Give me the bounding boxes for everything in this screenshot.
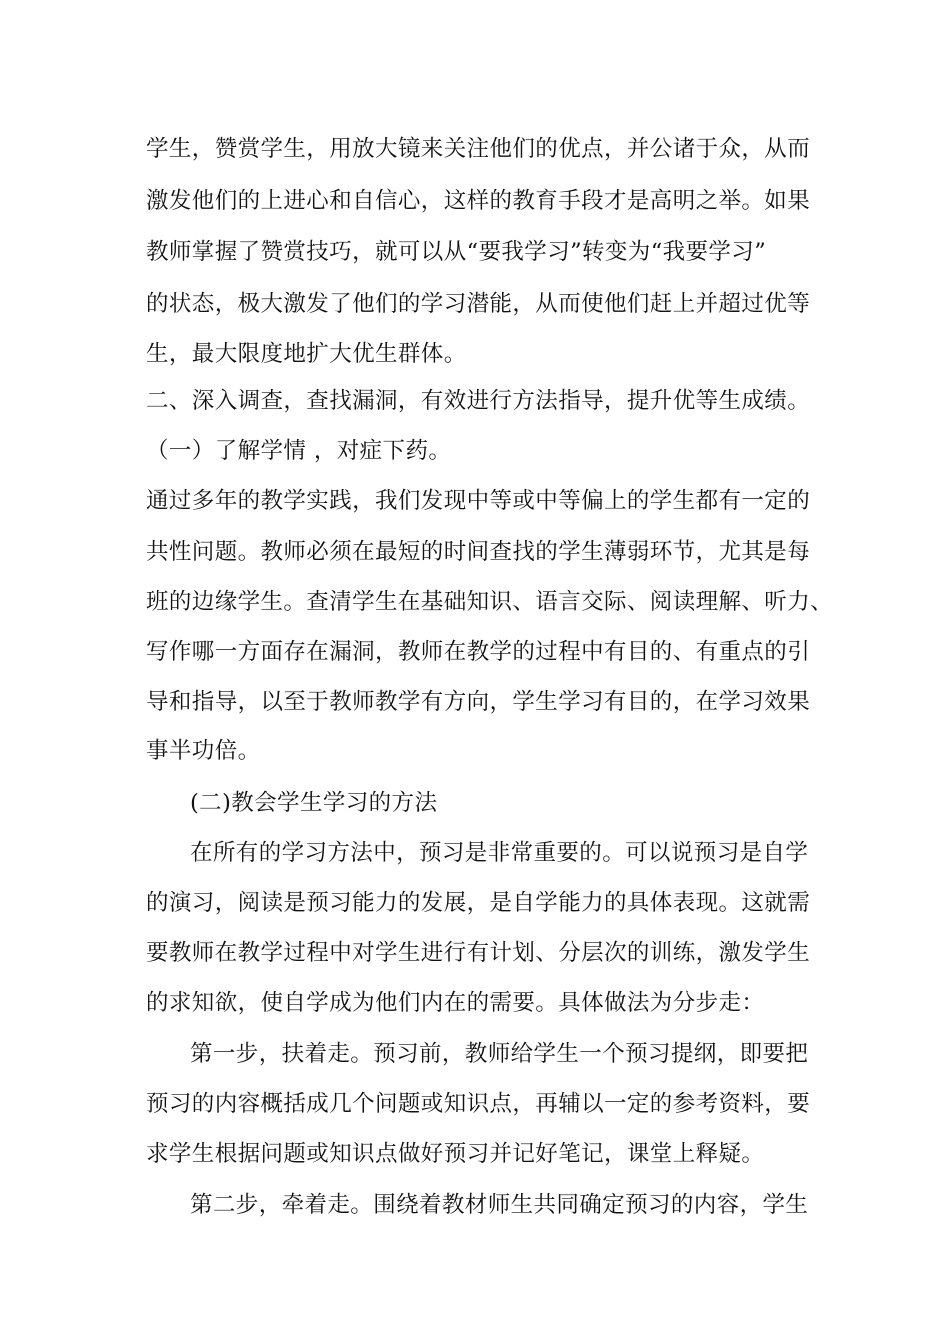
subsection-heading: （一）了解学情 ，对症下药。 (146, 438, 452, 464)
section-heading: 二、深入调查，查找漏洞，有效进行方法指导，提升优等生成绩。 (146, 388, 811, 414)
text-line: 的演习，阅读是预习能力的发展，是自学能力的具体表现。这就需 (146, 890, 811, 916)
text-line: 预习的内容概括成几个问题或知识点，再辅以一定的参考资料，要 (146, 1091, 811, 1117)
text-line: 求学生根据问题或知识点做好预习并记好笔记，课堂上释疑。 (146, 1141, 765, 1167)
text-line: 生，最大限度地扩大优生群体。 (146, 341, 467, 367)
text-line: 通过多年的教学实践，我们发现中等或中等偏上的学生都有一定的 (146, 488, 811, 514)
text-line: 导和指导，以至于教师教学有方向，学生学习有目的，在学习效果 (146, 689, 811, 715)
text-line: 教师掌握了赞赏技巧，就可以从“要我学习”转变为“我要学习” (146, 239, 767, 265)
text-line: 事半功倍。 (146, 738, 261, 764)
subsection-heading: (二)教会学生学习的方法 (190, 790, 438, 816)
text-line: 学生，赞赏学生，用放大镜来关注他们的优点，并公诸于众，从而 (146, 136, 811, 162)
text-line: 第一步，扶着走。预习前，教师给学生一个预习提纲，即要把 (190, 1041, 809, 1067)
text-line: 要教师在教学过程中对学生进行有计划、分层次的训练，激发学生 (146, 940, 811, 966)
text-line: 激发他们的上进心和自信心，这样的教育手段才是高明之举。如果 (146, 188, 811, 214)
text-line: 第二步，牵着走。围绕着教材师生共同确定预习的内容，学生 (190, 1192, 809, 1218)
text-line: 的求知欲，使自学成为他们内在的需要。具体做法为分步走： (146, 990, 765, 1016)
text-line: 的状态，极大激发了他们的学习潜能，从而使他们赶上并超过优等 (146, 291, 811, 317)
text-line: 写作哪一方面存在漏洞，教师在教学的过程中有目的、有重点的引 (146, 639, 811, 665)
text-line: 在所有的学习方法中，预习是非常重要的。可以说预习是自学 (190, 840, 809, 866)
text-line: 班的边缘学生。查清学生在基础知识、语言交际、阅读理解、听力、 (146, 589, 834, 615)
text-line: 共性问题。教师必须在最短的时间查找的学生薄弱环节，尤其是每 (146, 539, 811, 565)
